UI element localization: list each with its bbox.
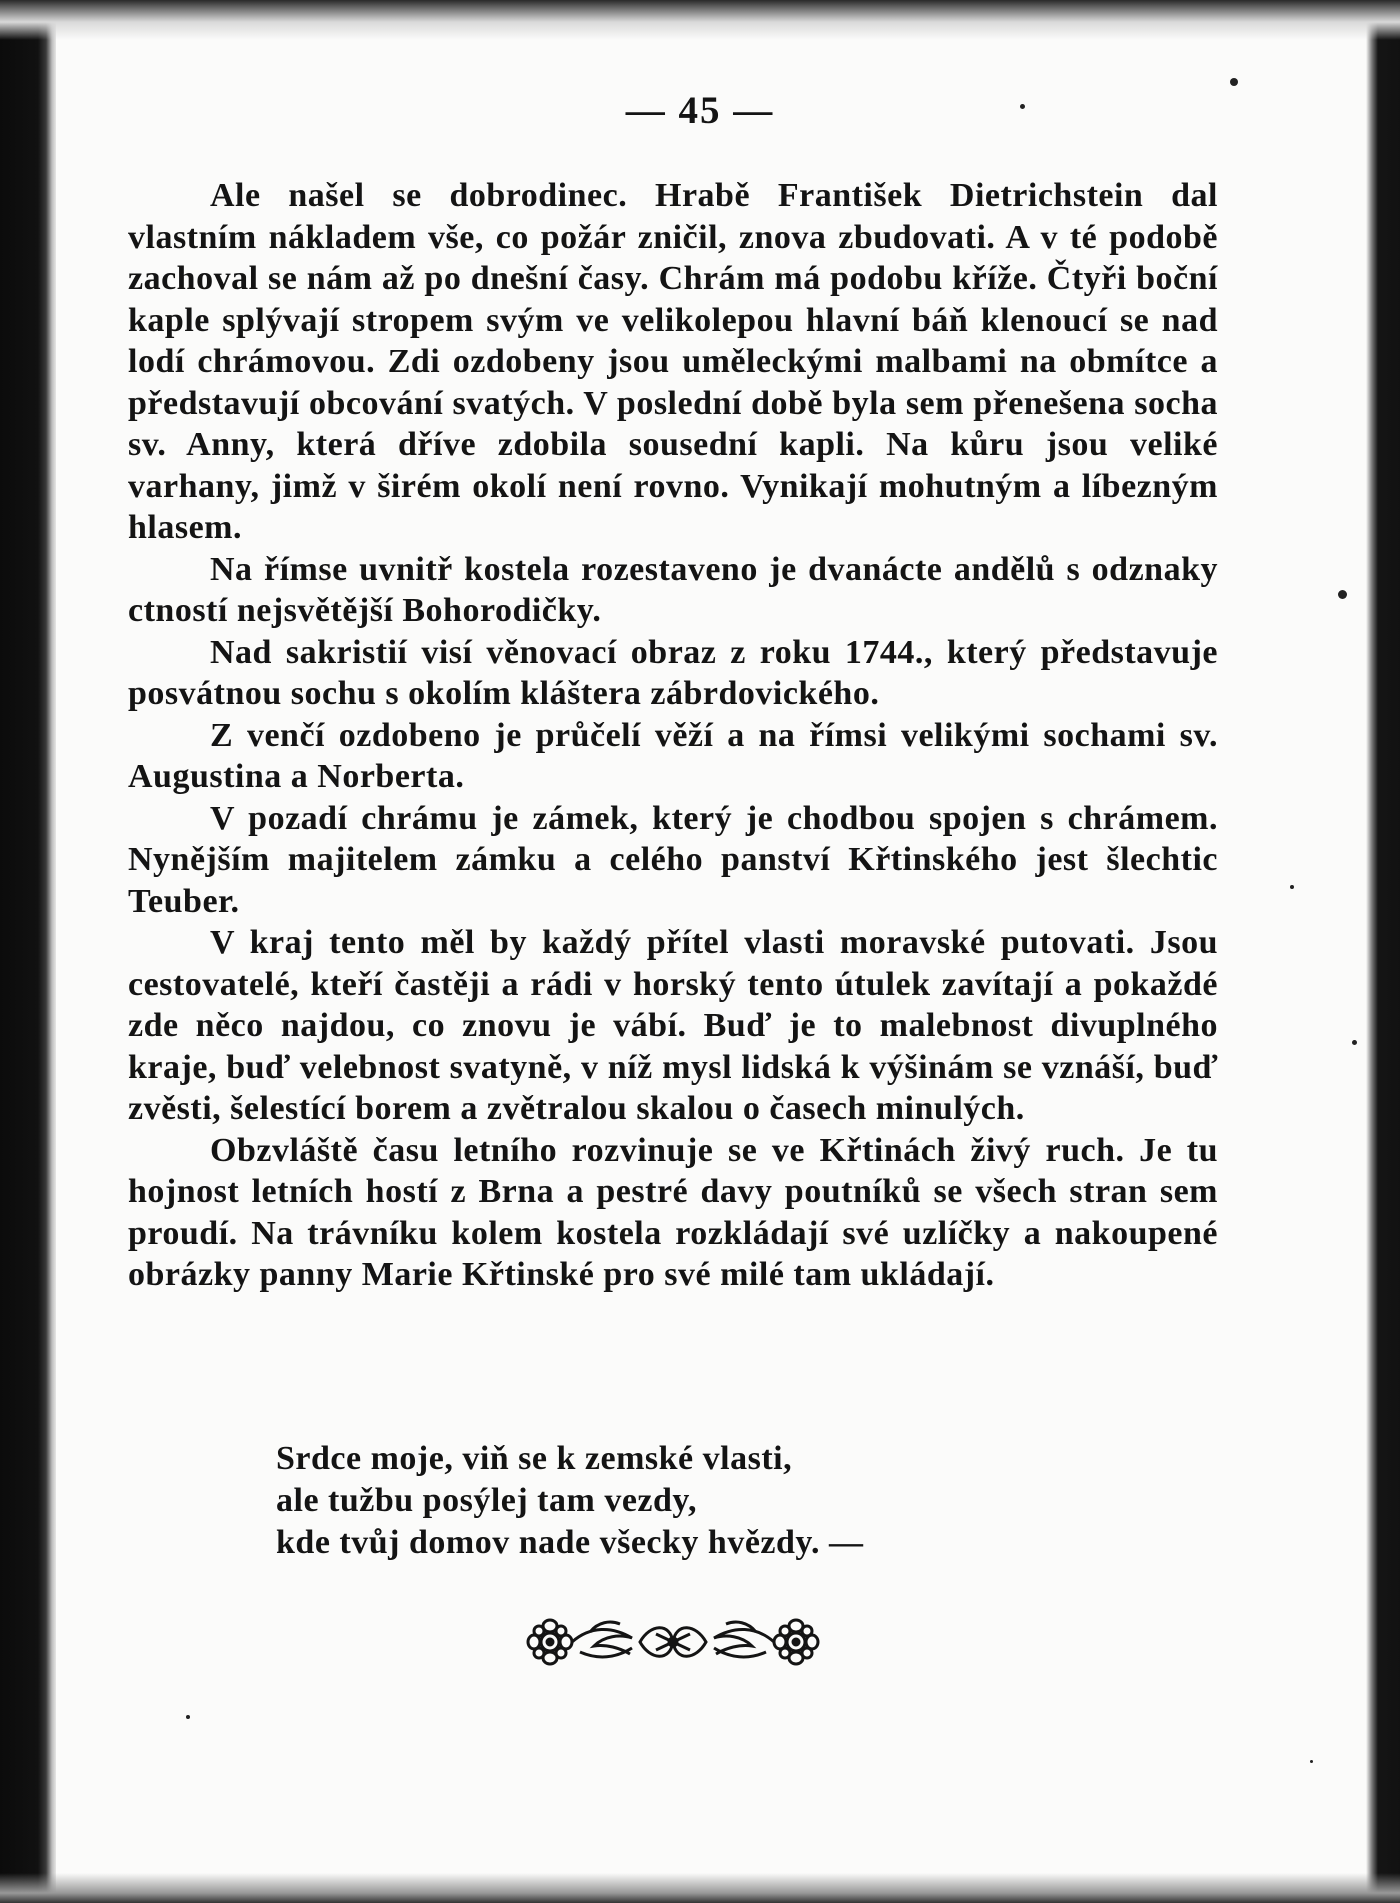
paragraph: Ale našel se dobrodinec. Hrabě František Dietrichstein dal vlastním nákladem vše, co požár zničil, znova zbudovati. A v té podobě zachoval se nám až po dnešní časy. Chrám má podobu kříže. Čtyři boční kaple splývají stropem svým ve velikolepou hlavní báň klenoucí se nad lodí chrámovou. Zdi ozdobeny jsou uměleckými malbami na obmítce a představují obcování svatých. V poslední době byla sem přenešena socha sv. Anny, která dříve zdobila sousední kapli. Na kůru jsou veliké varhany, jimž v širém okolí není rovno. Vynikají mohutným a líbezným hlasem. [128, 177, 1218, 546]
paragraph: Obzvláště času letního rozvinuje se ve Křtinách živý ruch. Je tu hojnost letních hostí z Brna a pestré davy poutníků se všech stran sem proudí. Na trávníku kolem kostela rozkládají své uzlíčky a nakoupené obrázky panny Marie Křtinské pro své milé tam ukládají. [128, 1131, 1218, 1293]
binding-shadow-right [1366, 0, 1400, 1903]
paragraph: Z venčí ozdobeno je průčelí věží a na římsi velikými sochami sv. Augustina a Norberta. [128, 716, 1218, 795]
verse-line: kde tvůj domov nade všecky hvězdy. — [276, 1524, 864, 1561]
floral-vignette-icon [520, 1612, 826, 1672]
scan-shadow-bottom [0, 1873, 1400, 1903]
verse-line: ale tužbu posýlej tam vezdy, [276, 1482, 698, 1519]
verse [276, 1438, 864, 1564]
paragraph: V kraj tento měl by každý přítel vlasti moravské putovati. Jsou cestovatelé, kteří častěji a rádi v horský tento útulek zavítají a pokaždé zde něco najdou, co znovu je vábí. Buď je to malebnost divuplného kraje, buď velebnost svatyně, v níž mysl lidská k výšinám se vznáší, buď zvěsti, šelestící borem a zvětralou skalou o časech minulých. [128, 924, 1218, 1127]
verse-line: Srdce moje, viň se k zemské vlasti, [276, 1440, 793, 1477]
scan-shadow-top [0, 0, 1400, 40]
binding-shadow-left [0, 0, 56, 1903]
paragraph: Na římse uvnitř kostela rozestaveno je dvanácte andělů s odznaky ctností nejsvětější Bohorodičky. [128, 550, 1218, 629]
paragraph: V pozadí chrámu je zámek, který je chodbou spojen s chrámem. Nynějším majitelem zámku a celého panství Křtinského jest šlechtic Teuber. [128, 799, 1218, 920]
body-text [128, 175, 1218, 1296]
page-number: — 45 — [625, 89, 775, 132]
paragraph: Nad sakristií visí věnovací obraz z roku 1744., který představuje posvátnou sochu s okolím kláštera zábrdovického. [128, 633, 1218, 712]
